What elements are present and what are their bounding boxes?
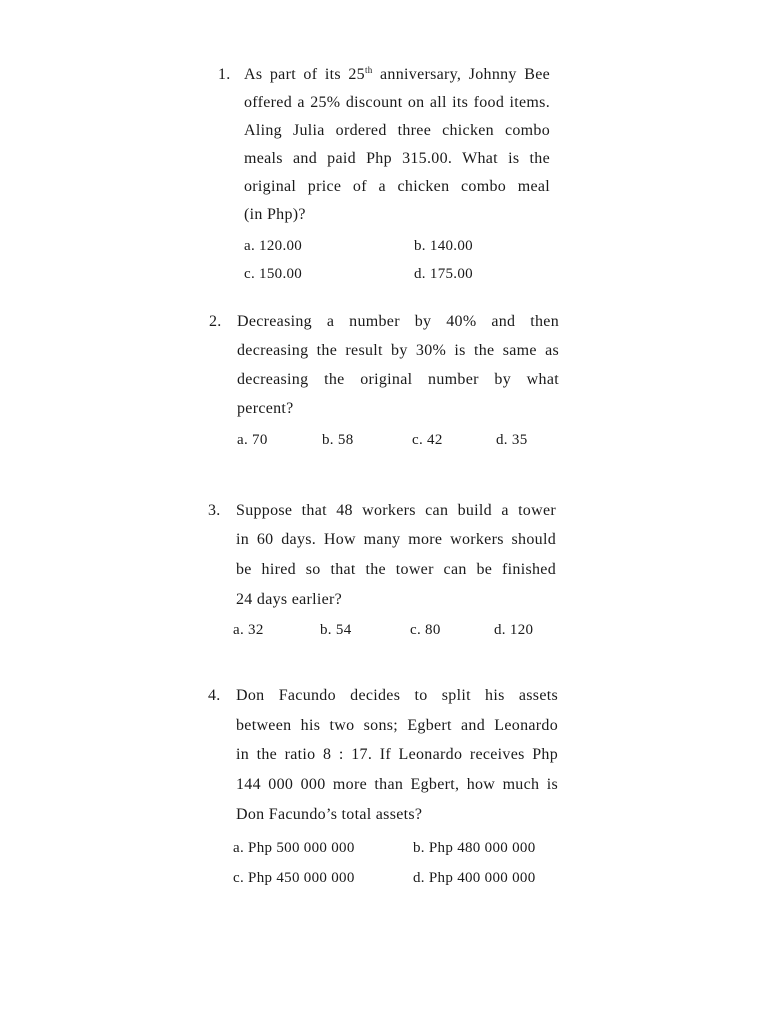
choice-c[interactable]: c. 80 (410, 622, 441, 638)
choice-d[interactable]: d. 120 (494, 622, 534, 638)
choice-b[interactable]: b. Php 480 000 000 (413, 840, 536, 856)
question-2 (209, 313, 561, 453)
question-text-line: between his two sons; Egbert and Leonardo (236, 717, 558, 734)
question-text-line: Decreasing a number by 40% and then (237, 313, 559, 330)
question-text-line: in 60 days. How many more workers should (236, 531, 556, 548)
choice-c[interactable]: c. 42 (412, 432, 443, 448)
question-text-line: Don Facundo’s total assets? (236, 806, 423, 823)
question-text-line: Aling Julia ordered three chicken combo (244, 122, 550, 139)
question-text-line: (in Php)? (244, 206, 306, 223)
question-text-line: percent? (237, 400, 294, 417)
choice-a[interactable]: a. 120.00 (244, 238, 303, 254)
question-text-line: Suppose that 48 workers can build a tower (236, 502, 556, 519)
question-text-line: in the ratio 8 : 17. If Leonardo receives Php (236, 746, 558, 763)
choice-d[interactable]: d. 35 (496, 432, 528, 448)
question-3 (208, 502, 560, 642)
question-text-line: decreasing the result by 30% is the same as (237, 342, 559, 359)
question-text-line: Don Facundo decides to split his assets (236, 687, 558, 704)
question-text-line: meals and paid Php 315.00. What is the (244, 150, 550, 167)
question-text-segment: anniversary, Johnny Bee (372, 66, 550, 83)
choice-a[interactable]: a. Php 500 000 000 (233, 840, 355, 856)
question-text-line: offered a 25% discount on all its food items. (244, 94, 550, 111)
choice-d[interactable]: d. Php 400 000 000 (413, 870, 536, 886)
superscript: th (364, 65, 373, 75)
question-text-line (244, 66, 550, 84)
choice-c[interactable]: c. Php 450 000 000 (233, 870, 355, 886)
question-number: 4. (208, 687, 221, 704)
question-text-line: be hired so that the tower can be finished (236, 561, 556, 578)
choice-b[interactable]: b. 140.00 (414, 238, 473, 254)
question-1 (218, 66, 558, 286)
question-text-line: original price of a chicken combo meal (244, 178, 550, 195)
choice-a[interactable]: a. 70 (237, 432, 268, 448)
choice-b[interactable]: b. 58 (322, 432, 354, 448)
question-text-line: 24 days earlier? (236, 591, 343, 608)
question-number: 2. (209, 313, 222, 330)
choice-a[interactable]: a. 32 (233, 622, 264, 638)
question-text-segment: As part of its 25 (244, 66, 365, 83)
choice-c[interactable]: c. 150.00 (244, 266, 303, 282)
question-text-line: decreasing the original number by what (237, 371, 559, 388)
choice-b[interactable]: b. 54 (320, 622, 352, 638)
question-text-line: 144 000 000 more than Egbert, how much is (236, 776, 558, 793)
question-4 (208, 687, 560, 892)
question-number: 3. (208, 502, 221, 519)
choice-d[interactable]: d. 175.00 (414, 266, 473, 282)
question-number: 1. (218, 66, 231, 83)
